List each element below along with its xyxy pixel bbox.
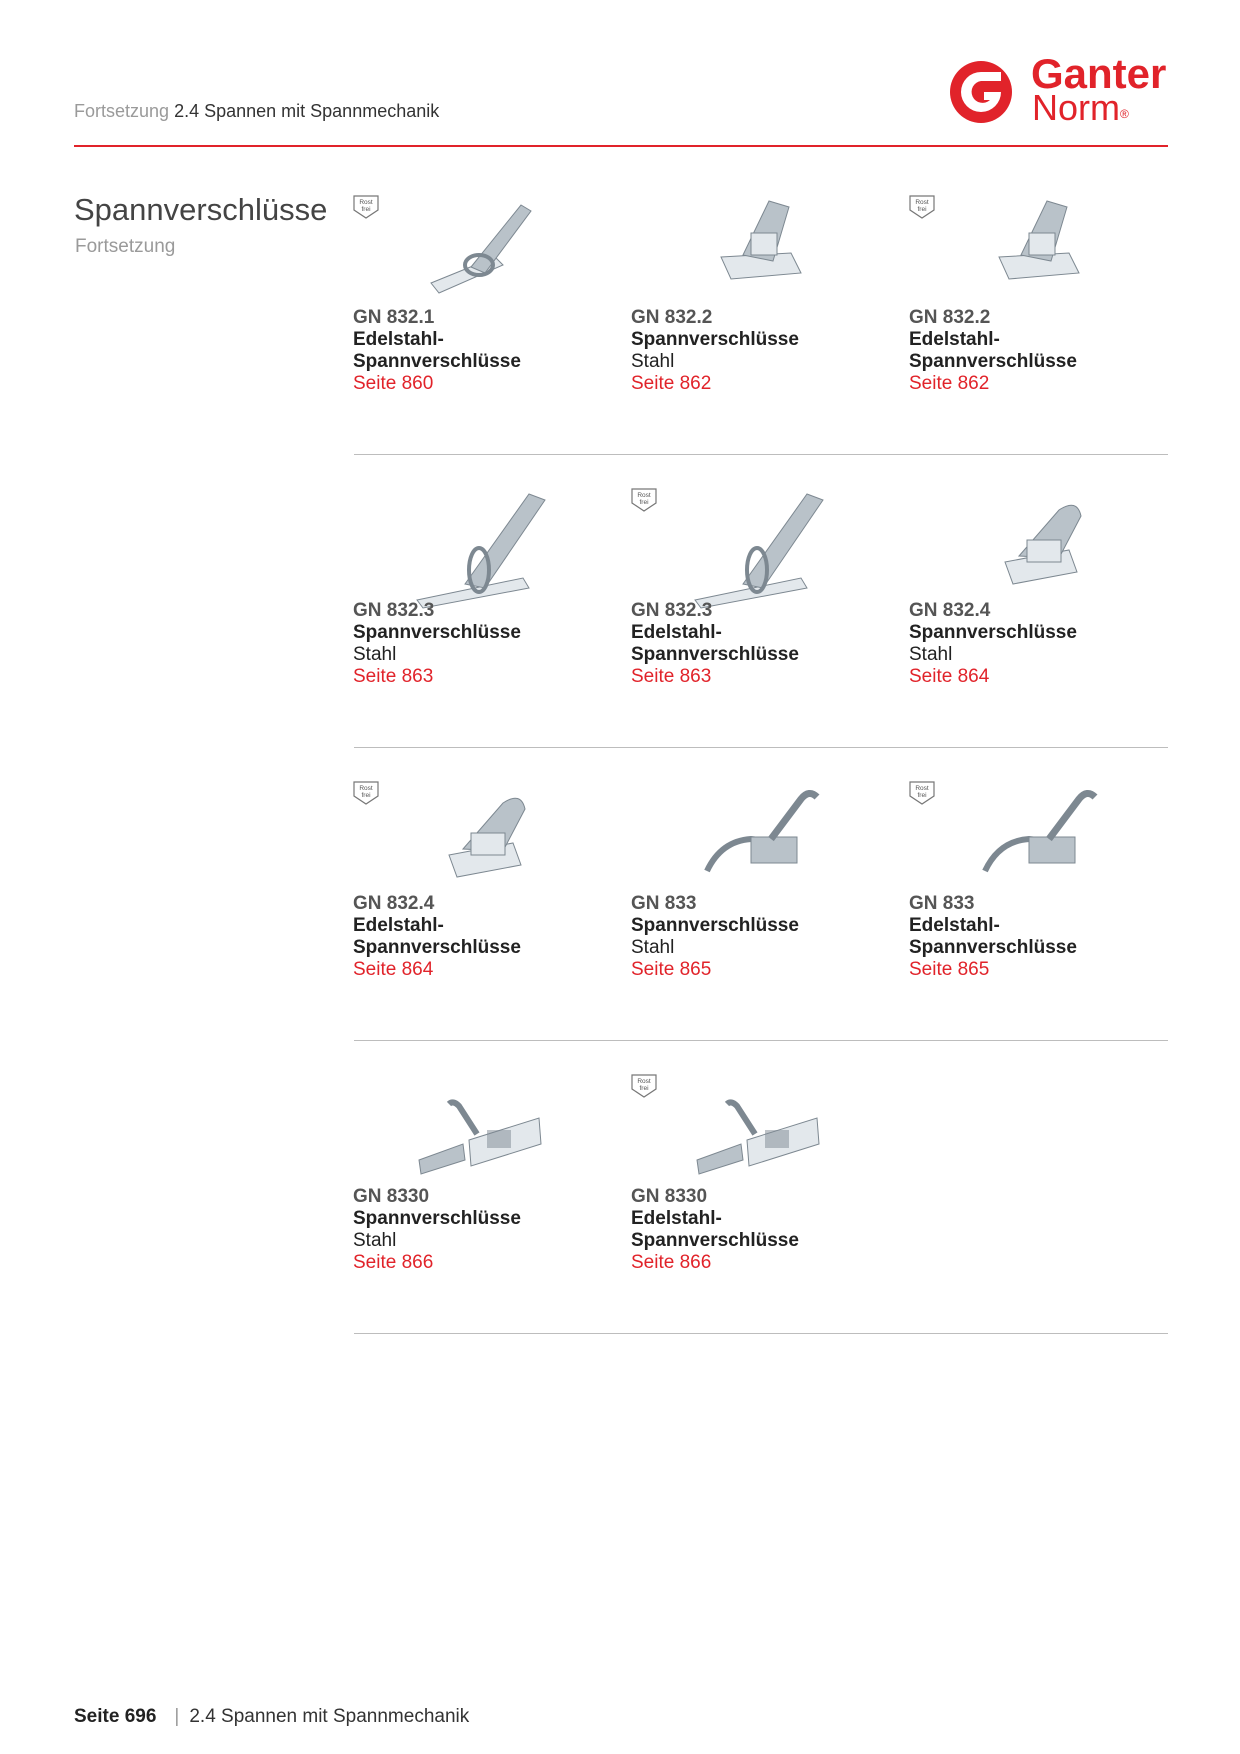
footer-section: 2.4 Spannen mit Spannmechanik bbox=[189, 1706, 470, 1727]
product-page-link[interactable]: Seite 864 bbox=[909, 666, 990, 687]
product-name: Edelstahl- bbox=[909, 329, 1000, 350]
product-card[interactable] bbox=[353, 1074, 623, 1334]
ganter-logo-icon bbox=[946, 56, 1018, 126]
product-code: GN 8330 bbox=[353, 1186, 430, 1207]
product-image bbox=[631, 195, 901, 320]
product-page-link[interactable]: Seite 865 bbox=[631, 959, 712, 980]
rostfrei-badge-icon bbox=[631, 488, 657, 512]
badge-line1: Rost bbox=[359, 785, 373, 792]
product-name: Spannverschlüsse bbox=[353, 622, 521, 643]
product-image bbox=[353, 781, 623, 906]
product-page-link[interactable]: Seite 862 bbox=[631, 373, 712, 394]
product-material: Stahl bbox=[353, 1230, 397, 1251]
badge-line2: frei bbox=[361, 206, 371, 213]
product-name-cont: Spannverschlüsse bbox=[353, 937, 521, 958]
product-card[interactable] bbox=[353, 781, 623, 1041]
product-code: GN 832.4 bbox=[909, 600, 991, 621]
header-rule bbox=[74, 145, 1168, 147]
badge-line2: frei bbox=[917, 206, 927, 213]
row-divider bbox=[354, 1040, 1168, 1041]
footer-separator: | bbox=[174, 1706, 180, 1727]
product-card[interactable] bbox=[909, 195, 1179, 455]
product-page-link[interactable]: Seite 863 bbox=[353, 666, 434, 687]
product-name: Edelstahl- bbox=[909, 915, 1000, 936]
product-code: GN 832.3 bbox=[631, 600, 713, 621]
badge-line1: Rost bbox=[915, 199, 929, 206]
breadcrumb bbox=[74, 101, 439, 122]
product-material: Stahl bbox=[631, 351, 675, 372]
product-card[interactable] bbox=[631, 781, 901, 1041]
row-divider bbox=[354, 747, 1168, 748]
product-name-cont: Spannverschlüsse bbox=[353, 351, 521, 372]
footer bbox=[74, 1706, 469, 1728]
product-name-cont: Spannverschlüsse bbox=[631, 1230, 799, 1251]
product-material: Stahl bbox=[353, 644, 397, 665]
product-code: GN 832.3 bbox=[353, 600, 435, 621]
badge-line2: frei bbox=[639, 1085, 649, 1092]
product-card[interactable] bbox=[631, 195, 901, 455]
toggle-latch-hooked-icon bbox=[909, 488, 1179, 613]
toggle-latch-flat-icon bbox=[353, 195, 623, 320]
product-image bbox=[353, 1074, 623, 1199]
product-code: GN 832.1 bbox=[353, 307, 435, 328]
product-page-link[interactable]: Seite 866 bbox=[631, 1252, 712, 1273]
product-page-link[interactable]: Seite 862 bbox=[909, 373, 990, 394]
product-material: Stahl bbox=[631, 937, 675, 958]
product-image bbox=[631, 488, 901, 613]
product-code: GN 833 bbox=[909, 893, 975, 914]
product-name-cont: Spannverschlüsse bbox=[909, 937, 1077, 958]
rostfrei-badge-icon bbox=[631, 1074, 657, 1098]
product-page-link[interactable]: Seite 864 bbox=[353, 959, 434, 980]
breadcrumb-prefix: Fortsetzung bbox=[74, 101, 170, 121]
product-name-cont: Spannverschlüsse bbox=[631, 644, 799, 665]
badge-line1: Rost bbox=[637, 1078, 651, 1085]
product-name: Edelstahl- bbox=[353, 915, 444, 936]
product-image bbox=[909, 488, 1179, 613]
product-code: GN 832.2 bbox=[909, 307, 991, 328]
product-name: Spannverschlüsse bbox=[631, 915, 799, 936]
badge-line1: Rost bbox=[915, 785, 929, 792]
product-card[interactable] bbox=[631, 1074, 901, 1334]
rostfrei-badge-icon bbox=[909, 195, 935, 219]
product-card[interactable] bbox=[353, 488, 623, 748]
toggle-latch-compact-icon bbox=[909, 195, 1179, 320]
product-code: GN 8330 bbox=[631, 1186, 708, 1207]
product-image bbox=[353, 195, 623, 320]
product-image bbox=[909, 781, 1179, 906]
product-name: Edelstahl- bbox=[631, 622, 722, 643]
toggle-latch-curved-hook-icon bbox=[909, 781, 1179, 906]
product-page-link[interactable]: Seite 863 bbox=[631, 666, 712, 687]
toggle-latch-long-lever-icon bbox=[631, 488, 901, 613]
toggle-latch-compact-icon bbox=[631, 195, 901, 320]
toggle-latch-long-lever-icon bbox=[353, 488, 623, 613]
product-image bbox=[631, 781, 901, 906]
concealed-latch-icon bbox=[353, 1074, 623, 1199]
product-page-link[interactable]: Seite 866 bbox=[353, 1252, 434, 1273]
product-image bbox=[353, 488, 623, 613]
badge-line2: frei bbox=[639, 499, 649, 506]
product-name-cont: Spannverschlüsse bbox=[909, 351, 1077, 372]
product-name: Spannverschlüsse bbox=[631, 329, 799, 350]
product-image bbox=[631, 1074, 901, 1199]
concealed-latch-icon bbox=[631, 1074, 901, 1199]
logo-word-norm: Norm® bbox=[1032, 87, 1129, 128]
product-name: Edelstahl- bbox=[353, 329, 444, 350]
badge-line2: frei bbox=[917, 792, 927, 799]
badge-line1: Rost bbox=[359, 199, 373, 206]
badge-line1: Rost bbox=[637, 492, 651, 499]
rostfrei-badge-icon bbox=[909, 781, 935, 805]
badge-line2: frei bbox=[361, 792, 371, 799]
product-card[interactable] bbox=[353, 195, 623, 455]
product-image bbox=[909, 195, 1179, 320]
product-code: GN 832.2 bbox=[631, 307, 713, 328]
footer-page-number: Seite 696 bbox=[74, 1706, 157, 1727]
product-card[interactable] bbox=[631, 488, 901, 748]
row-divider bbox=[354, 454, 1168, 455]
product-code: GN 833 bbox=[631, 893, 697, 914]
product-name: Spannverschlüsse bbox=[909, 622, 1077, 643]
section-subtitle: Fortsetzung bbox=[75, 236, 176, 257]
product-code: GN 832.4 bbox=[353, 893, 435, 914]
product-material: Stahl bbox=[909, 644, 953, 665]
rostfrei-badge-icon bbox=[353, 195, 379, 219]
breadcrumb-section: 2.4 Spannen mit Spannmechanik bbox=[174, 101, 440, 121]
product-name: Edelstahl- bbox=[631, 1208, 722, 1229]
section-title: Spannverschlüsse bbox=[74, 192, 328, 227]
rostfrei-badge-icon bbox=[353, 781, 379, 805]
product-card[interactable] bbox=[909, 781, 1179, 1041]
ganter-norm-logo bbox=[946, 50, 1176, 128]
product-page-link[interactable]: Seite 865 bbox=[909, 959, 990, 980]
toggle-latch-hooked-icon bbox=[353, 781, 623, 906]
product-page-link[interactable]: Seite 860 bbox=[353, 373, 434, 394]
product-card[interactable] bbox=[909, 488, 1179, 748]
toggle-latch-curved-hook-icon bbox=[631, 781, 901, 906]
product-name: Spannverschlüsse bbox=[353, 1208, 521, 1229]
row-divider bbox=[354, 1333, 1168, 1334]
logo-word-ganter: Ganter bbox=[1031, 50, 1167, 97]
